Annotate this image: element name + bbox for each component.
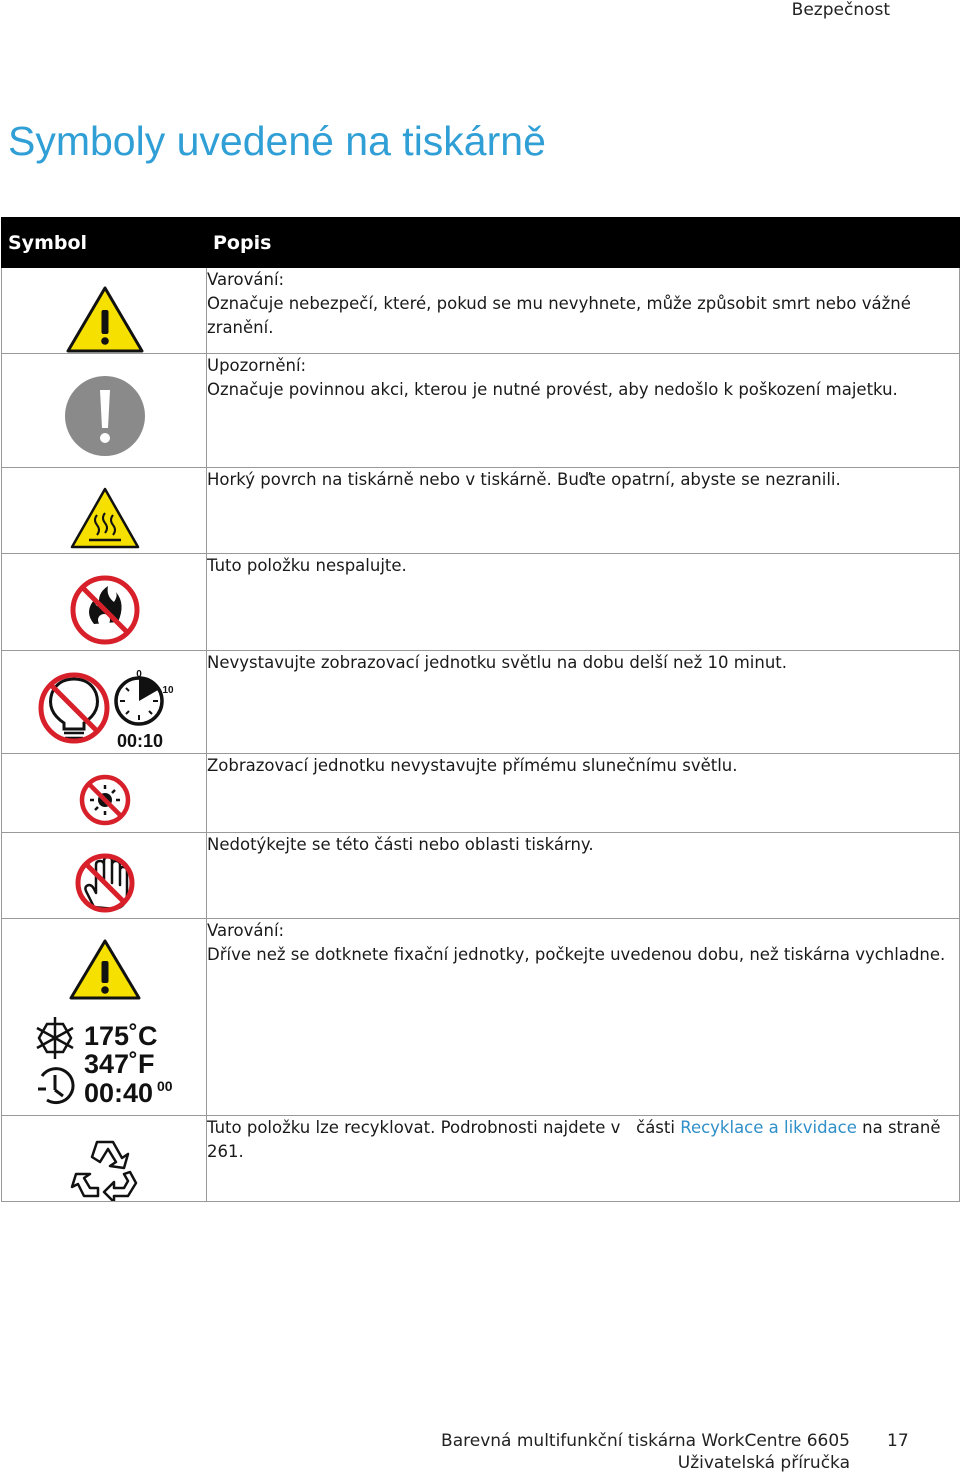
description-text: Tuto položku lze recyklovat. Podrobnosti najdete v části: [207, 1118, 681, 1137]
description-cell: [207, 833, 960, 919]
symbol-cell: [2, 754, 207, 833]
caution-circle-icon: [2, 354, 207, 467]
symbol-cell: [2, 554, 207, 651]
table-header-row: [2, 218, 960, 268]
symbol-cell: [2, 354, 207, 468]
no-sunlight-icon: [2, 754, 207, 832]
page-number: 17: [887, 1431, 909, 1451]
description-cell: [207, 468, 960, 554]
column-header-description: Popis: [207, 218, 960, 268]
timer-ten-label: 10: [162, 685, 174, 696]
fuser-cooldown-icon: [2, 919, 207, 1115]
timer-zero-label: 0: [136, 669, 142, 680]
description-line: Nevystavujte zobrazovací jednotku světlu na dobu delší než 10 minut.: [207, 653, 788, 672]
recycling-link[interactable]: Recyklace a likvidace: [680, 1118, 857, 1137]
description-line: Varování:: [207, 921, 285, 940]
hot-surface-icon: [2, 468, 207, 553]
description-line: Označuje povinnou akci, kterou je nutné provést, aby nedošlo k poškození majetku.: [207, 380, 898, 399]
no-light-timer-icon: [2, 651, 207, 753]
symbol-cell: [2, 468, 207, 554]
page-title: Symboly uvedené na tiskárně: [8, 118, 546, 164]
no-touch-icon: [2, 833, 207, 918]
symbol-cell: [2, 1116, 207, 1202]
footer-guide-name: Uživatelská příručka: [677, 1453, 850, 1473]
description-line: [207, 1116, 959, 1164]
recycle-icon: [2, 1116, 207, 1201]
table-row: [2, 651, 960, 754]
description-cell: [207, 651, 960, 754]
description-line: Dříve než se dotknete fixační jednotky, počkejte uvedenou dobu, než tiskárna vychladne.: [207, 945, 946, 964]
warning-triangle-icon: [71, 941, 139, 998]
cooldown-time-superscript: 00: [157, 1078, 173, 1094]
temperature-celsius: 175˚C: [84, 1021, 158, 1051]
cooldown-time: 00:40: [84, 1078, 154, 1108]
timer-icon: [38, 1069, 73, 1103]
table-row: [2, 268, 960, 354]
description-line: Tuto položku nespalujte.: [207, 556, 407, 575]
description-line: Varování:: [207, 270, 285, 289]
snowflake-icon: [37, 1017, 73, 1059]
description-cell: [207, 1116, 960, 1202]
running-header: Bezpečnost: [791, 0, 890, 20]
warning-triangle-icon: [2, 268, 207, 353]
description-line: Nedotýkejte se této části nebo oblasti tiskárny.: [207, 835, 594, 854]
description-line: Označuje nebezpečí, které, pokud se mu nevyhnete, může způsobit smrt nebo vážné zranění.: [207, 294, 911, 337]
description-cell: [207, 754, 960, 833]
symbol-cell: [2, 651, 207, 754]
symbols-table: [1, 217, 960, 1202]
table-row: [2, 468, 960, 554]
symbol-cell: [2, 919, 207, 1116]
description-cell: [207, 554, 960, 651]
column-header-symbol: Symbol: [2, 218, 207, 268]
symbol-cell: [2, 268, 207, 354]
description-cell: [207, 919, 960, 1116]
timer-time-label: 00:10: [116, 731, 164, 751]
table-row: [2, 919, 960, 1116]
table-row: [2, 754, 960, 833]
table-row: [2, 833, 960, 919]
description-line: Upozornění:: [207, 356, 307, 375]
symbol-cell: [2, 833, 207, 919]
table-row: [2, 354, 960, 468]
description-line: Horký povrch na tiskárně nebo v tiskárně. Buďte opatrní, abyste se nezranili.: [207, 470, 841, 489]
description-text: na straně 261.: [207, 1118, 941, 1161]
description-cell: [207, 268, 960, 354]
description-line: Zobrazovací jednotku nevystavujte přímému slunečnímu světlu.: [207, 756, 738, 775]
temperature-fahrenheit: 347˚F: [84, 1049, 155, 1079]
description-cell: [207, 354, 960, 468]
table-row: [2, 1116, 960, 1202]
no-burn-icon: [2, 554, 207, 650]
footer-product-name: Barevná multifunkční tiskárna WorkCentre 6605: [441, 1431, 850, 1451]
table-row: [2, 554, 960, 651]
